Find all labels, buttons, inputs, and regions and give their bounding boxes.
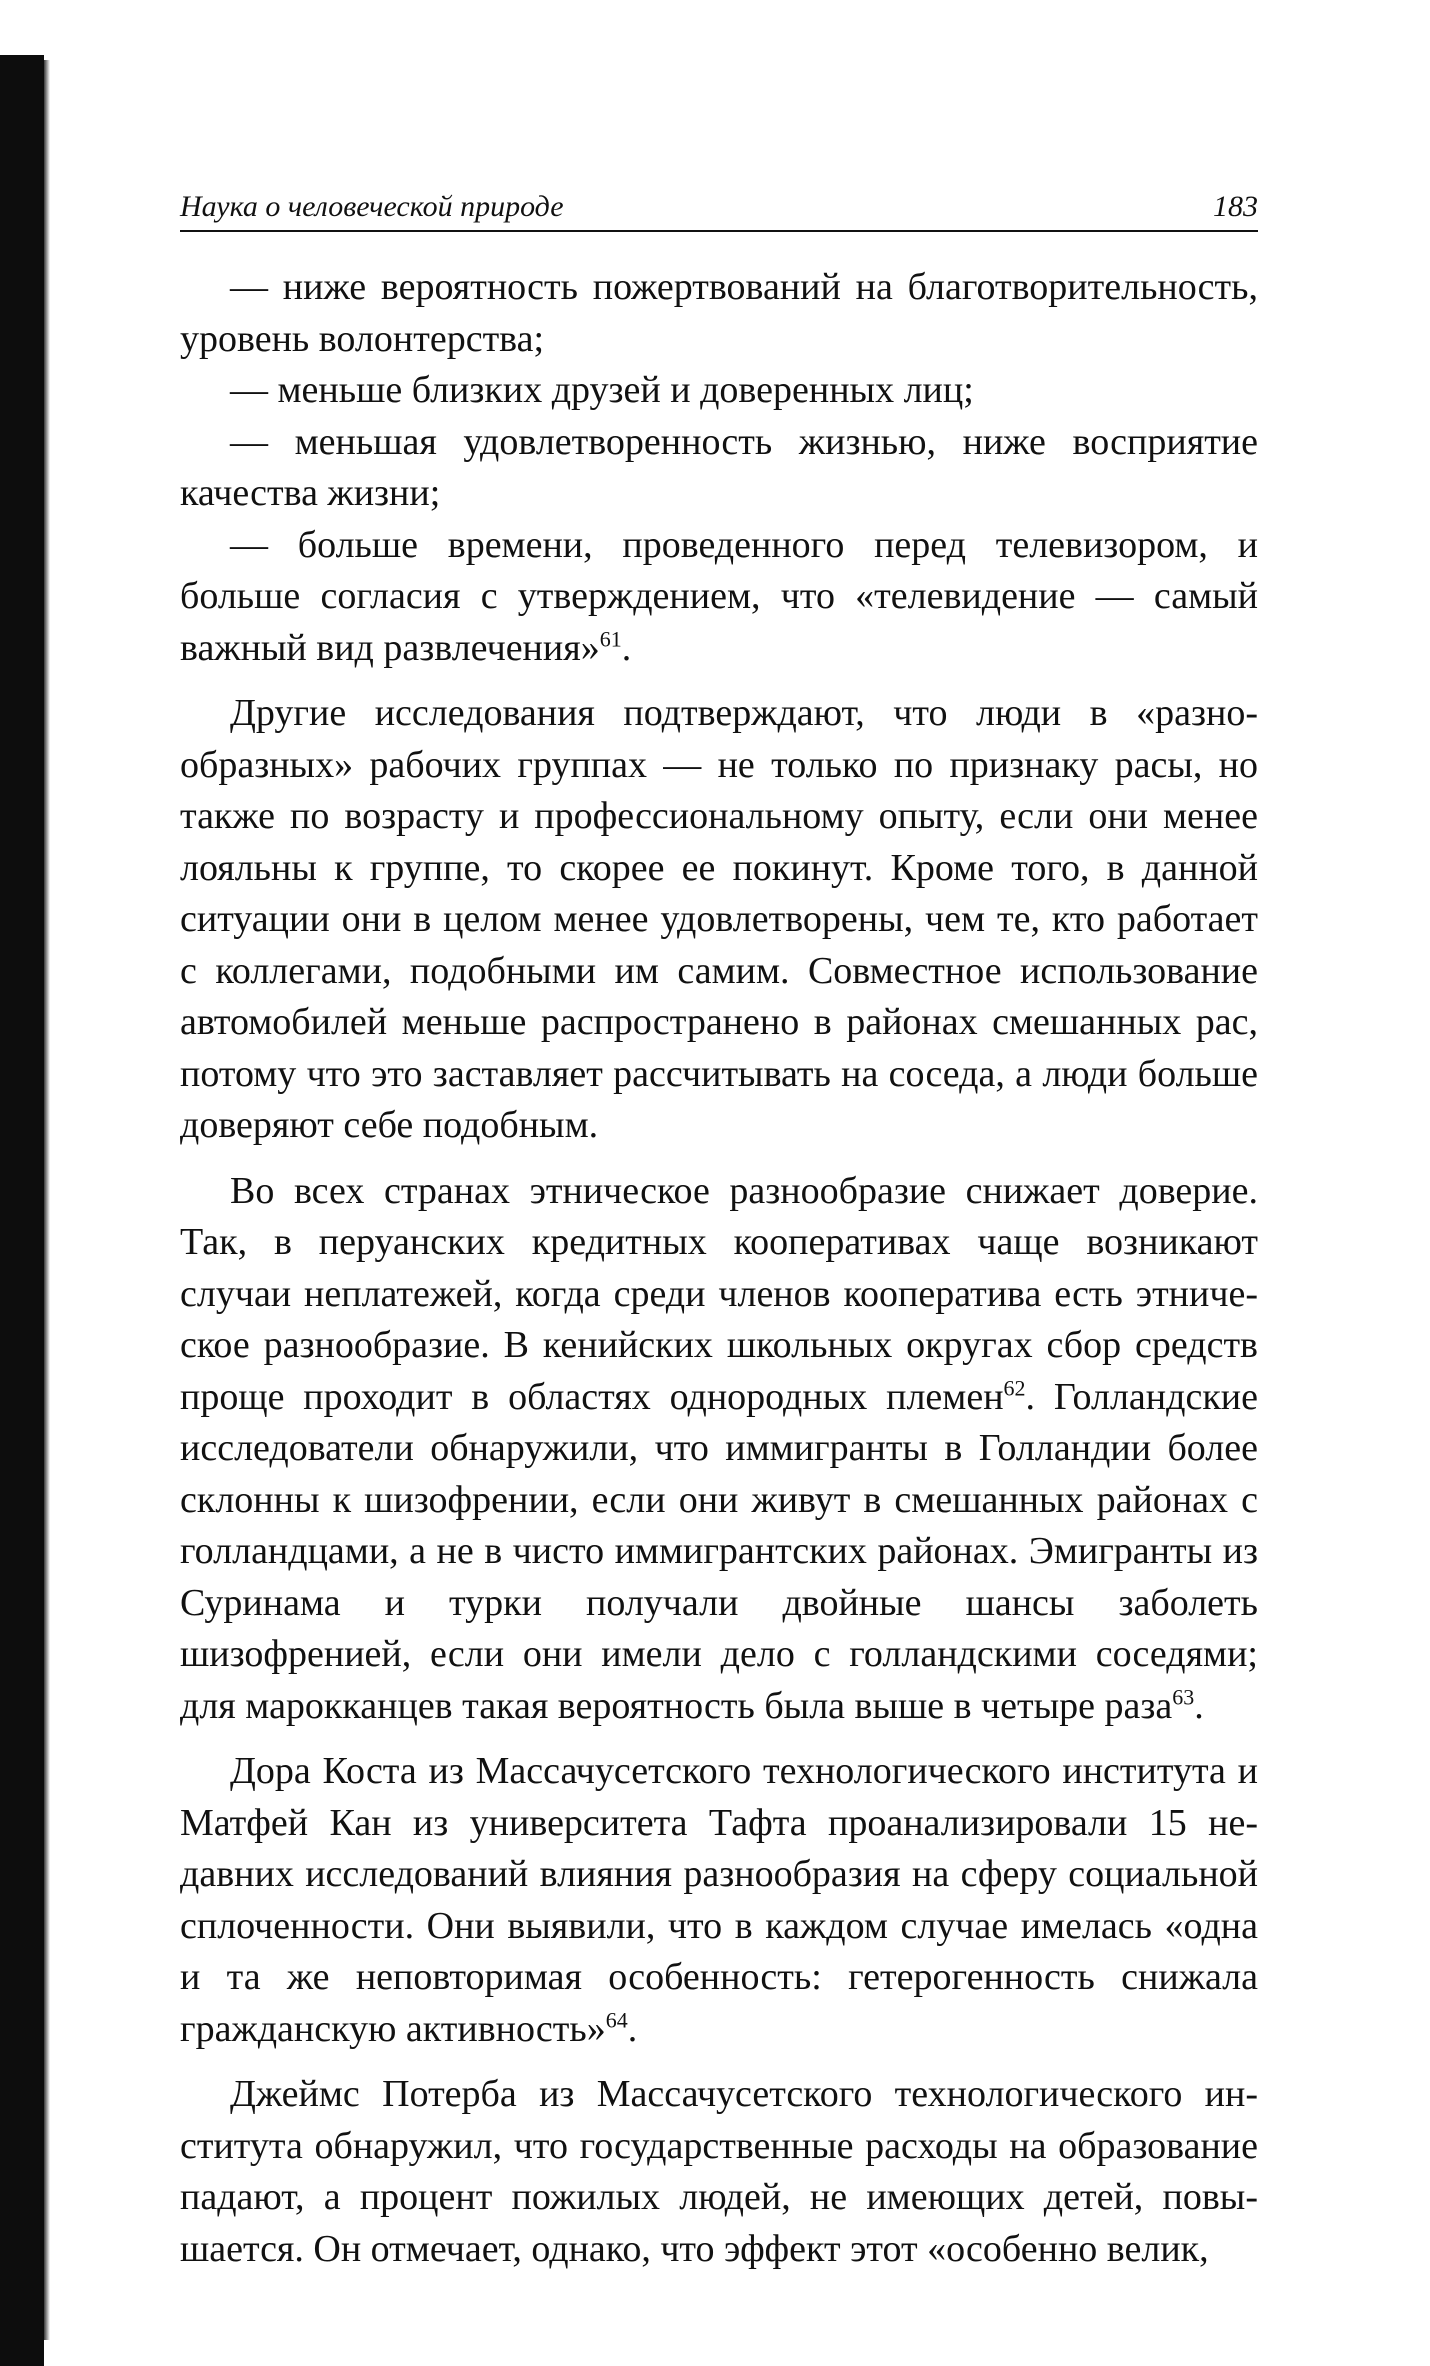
paragraph: Во всех странах этническое разнообразие снижает доверие. Так, в перуанских кредитных кооперативах чаще возникают случаи неплатежей, когда среди членов кооператива есть этническое разнообразие. В кенийских школьных округах сбор средств проще проходит в областях однородных племен$^{62}$. Голландские исследователи обнаружили, что иммигранты в Голландии более склонны к шизофрении, если они живут в смешанных районах с голландцами, а не в чисто иммигрантских районах. Эмигранты из Суринама и турки получали двойные шансы заболеть шизофренией, если они имели дело с голландскими соседями; для марокканцев такая вероятность была выше в четыре раза$^{63}$.: [180, 1169, 1258, 1727]
list-item: — ниже вероятность пожертвований на благотворительность, уровень волонтерства;: [180, 266, 1258, 360]
footnote-ref: 61: [599, 625, 622, 651]
paragraph: Джеймс Потерба из Массачусетского технологического института обнаружил, что государственные расходы на образование падают, а процент пожилых людей, не имеющих детей, повышается. Он отмечает, однако, что эффект этот «особенно велик,: [180, 2073, 1258, 2270]
list-item: — больше времени, проведенного перед телевизором, и больше согласия с утверждением, что «телевидение — самый важный вид развлечения»$^{61}$.: [180, 523, 1258, 669]
book-spine-shadow: [0, 55, 44, 2366]
page-number: 183: [1213, 190, 1258, 223]
footnote-ref: 63: [1172, 1683, 1195, 1709]
list-item: — меньшая удовлетворенность жизнью, ниже восприятие качества жизни;: [180, 420, 1258, 514]
page-edge-gradient: [44, 60, 50, 2340]
list-item: — меньше близких друзей и доверенных лиц;: [230, 369, 974, 411]
paragraph: Дора Коста из Массачусетского технологического института и Матфей Кан из университета Тафта проанализировали 15 недавних исследований влияния разнообразия на сферу социальной сплоченности. Они выявили, что в каждом случае имелась «одна и та же неповторимая особенность: гетерогенность снижала гражданскую активность»$^{64}$.: [180, 1750, 1258, 2050]
footnote-ref: 64: [605, 2006, 628, 2032]
running-head-title: Наука о человеческой природе: [180, 190, 564, 223]
footnote-ref: 62: [1003, 1374, 1026, 1400]
book-page: [180, 190, 1258, 2275]
paragraph: Другие исследования подтверждают, что люди в «разнообразных» рабочих группах — не только по признаку расы, но также по возрасту и профессиональному опыту, если они менее лояльны к группе, то скорее ее покинут. Кроме того, в данной ситуации они в целом менее удовлетворены, чем те, кто работает с коллегами, подобными им самим. Совместное использование автомобилей меньше распространено в районах смешанных рас, потому что это заставляет рассчитывать на соседа, а люди больше доверяют себе подобным.: [180, 692, 1258, 1146]
running-head: [180, 190, 1258, 232]
body-text: [180, 262, 1258, 2275]
